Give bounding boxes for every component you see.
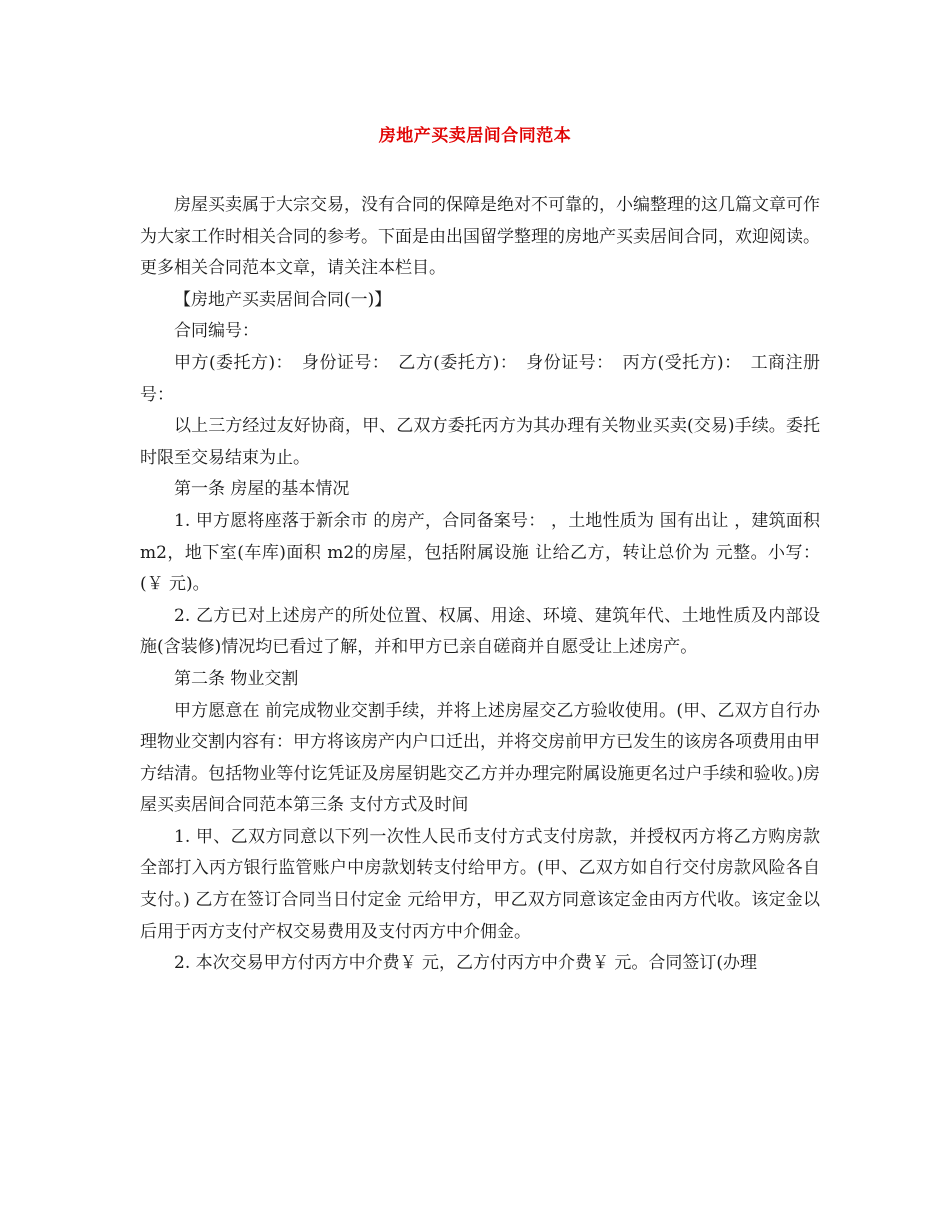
paragraph-parties: 甲方(委托方)： 身份证号： 乙方(委托方)： 身份证号： 丙方(受托方)： 工商注册号：: [140, 352, 820, 405]
paragraph-contract-heading: 【房地产买卖居间合同(一)】: [174, 289, 392, 310]
paragraph-clause-3-1: 1. 甲、乙双方同意以下列一次性人民币支付方式支付房款，并授权丙方将乙方购房款全部打入丙方银行监管账户中房款划转支付给甲方。(甲、乙双方如自行交付房款风险各自支付。) 乙方在签订合同当日付定金 元给甲方，甲乙双方同意该定金由丙方代收。该定金以后用于丙方支付产权交易费用及支付丙方中介佣金。: [140, 826, 820, 942]
paragraph-clause-1-2: 2. 乙方已对上述房产的所处位置、权属、用途、环境、建筑年代、土地性质及内部设施(含装修)情况均已看过了解，并和甲方已亲自磋商并自愿受让上述房产。: [140, 605, 820, 658]
document-title: 房地产买卖居间合同范本: [378, 126, 572, 146]
paragraph-clause-2: 甲方愿意在 前完成物业交割手续，并将上述房屋交乙方验收使用。(甲、乙双方自行办理物业交割内容有：甲方将该房产内户口迁出，并将交房前甲方已发生的该房各项费用由甲方结清。包括物业等付讫凭证及房屋钥匙交乙方并办理完附属设施更名过户手续和验收。)房屋买卖居间合同范本第三条 支付方式及时间: [140, 700, 820, 816]
section-heading-2: 第二条 物业交割: [174, 668, 299, 689]
paragraph-clause-1-1: 1. 甲方愿将座落于新余市 的房产，合同备案号： ，土地性质为 国有出让 ，建筑面积 m2，地下室(车库)面积 m2的房屋，包括附属设施 让给乙方，转让总价为 元整。小写：(￥ 元)。: [140, 510, 820, 595]
paragraph-intro: 房屋买卖属于大宗交易，没有合同的保障是绝对不可靠的，小编整理的这几篇文章可作为大家工作时相关合同的参考。下面是由出国留学整理的房地产买卖居间合同，欢迎阅读。更多相关合同范本文章，请关注本栏目。: [140, 195, 820, 279]
paragraph-contract-number: 合同编号：: [174, 321, 259, 342]
paragraph-agreement: 以上三方经过友好协商，甲、乙双方委托丙方为其办理有关物业买卖(交易)手续。委托时限至交易结束为止。: [140, 416, 820, 468]
document-body: [140, 190, 820, 980]
paragraph-clause-3-2: 2. 本次交易甲方付丙方中介费￥ 元，乙方付丙方中介费￥ 元。合同签订(办理: [174, 953, 758, 974]
section-heading-1: 第一条 房屋的基本情况: [174, 479, 350, 500]
